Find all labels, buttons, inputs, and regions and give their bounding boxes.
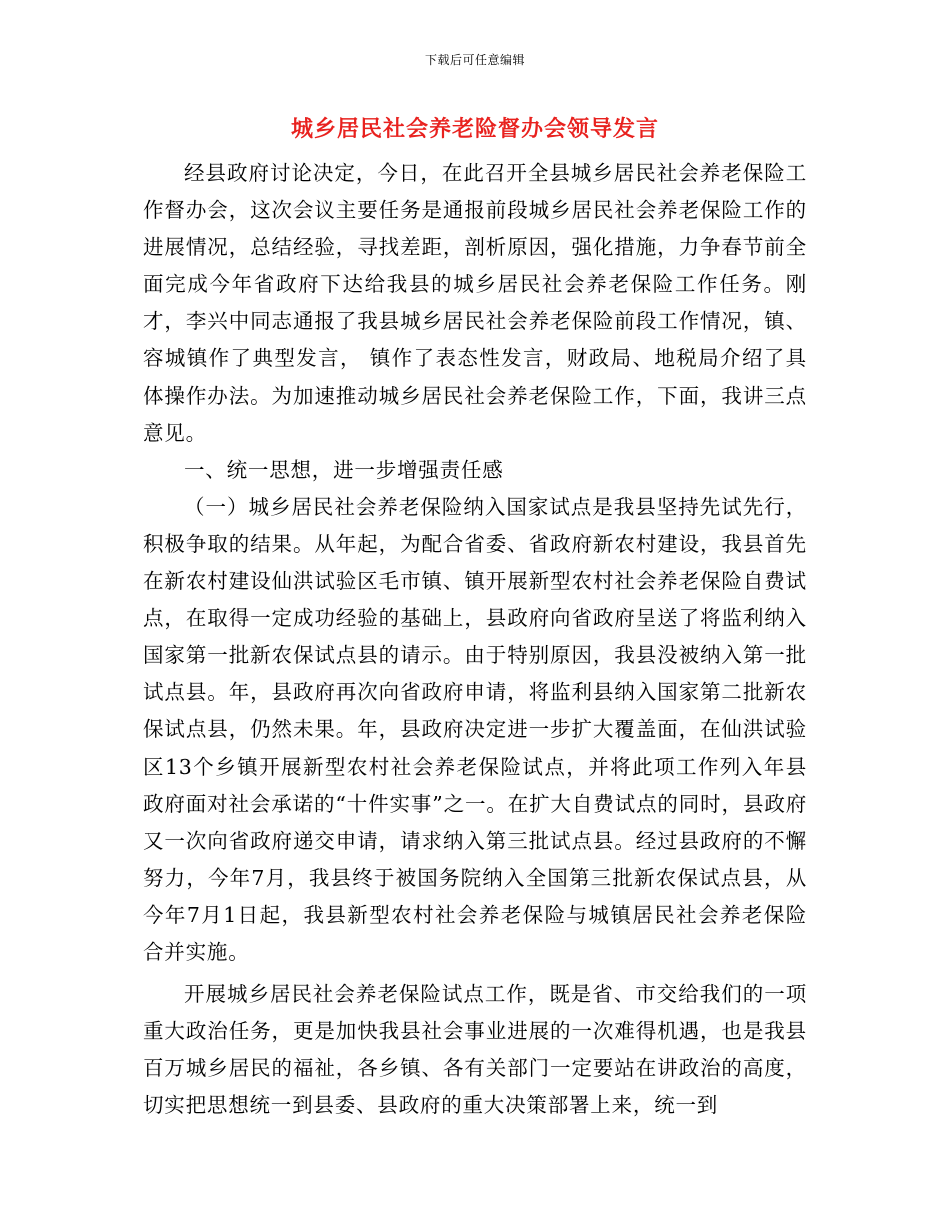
document-body bbox=[143, 155, 807, 1124]
header-note: 下载后可任意编辑 bbox=[424, 53, 525, 67]
section-heading: 一、统一思想，进一步增强责任感 bbox=[184, 457, 504, 482]
paragraph-continuation: 开展城乡居民社会养老保险试点工作，既是省、市交给我们的一项重大政治任务，更是加快我县社会事业进展的一次难得机遇，也是我县百万城乡居民的福祉，各乡镇、各有关部门一定要站在讲政治的高度，切实把思想统一到县委、县政府的重大决策部署上来，统一到 bbox=[143, 982, 807, 1118]
paragraph-subsection-1: （一）城乡居民社会养老保险纳入国家试点是我县坚持先试先行，积极争取的结果。从年起，为配合省委、省政府新农村建设，我县首先在新农村建设仙洪试验区毛市镇、镇开展新型农村社会养老保险自费试点，在取得一定成功经验的基础上，县政府向省政府呈送了将监利纳入国家第一批新农保试点县的请示。由于特别原因，我县没被纳入第一批试点县。年，县政府再次向省政府申请，将监利县纳入国家第二批新农保试点县，仍然未果。年，县政府决定进一步扩大覆盖面，在仙洪试验区13个乡镇开展新型农村社会养老保险试点，并将此项工作列入年县政府面对社会承诺的“十件实事”之一。在扩大自费试点的同时，县政府又一次向省政府递交申请，请求纳入第三批试点县。经过县政府的不懈努力，今年7月，我县终于被国务院纳入全国第三批新农保试点县，从今年7月1日起，我县新型农村社会养老保险与城镇居民社会养老保险合并实施。 bbox=[143, 494, 807, 964]
paragraph-intro: 经县政府讨论决定，今日，在此召开全县城乡居民社会养老保险工作督办会，这次会议主要任务是通报前段城乡居民社会养老保险工作的进展情况，总结经验，寻找差距，剖析原因，强化措施，力争春节前全面完成今年省政府下达给我县的城乡居民社会养老保险工作任务。刚才，李兴中同志通报了我县城乡居民社会养老保险前段工作情况，镇、容城镇作了典型发言， 镇作了表态性发言，财政局、地税局介绍了具体操作办法。为加速推动城乡居民社会养老保险工作，下面，我讲三点意见。 bbox=[143, 161, 807, 445]
document-title: 城乡居民社会养老险督办会领导发言 bbox=[290, 116, 659, 142]
